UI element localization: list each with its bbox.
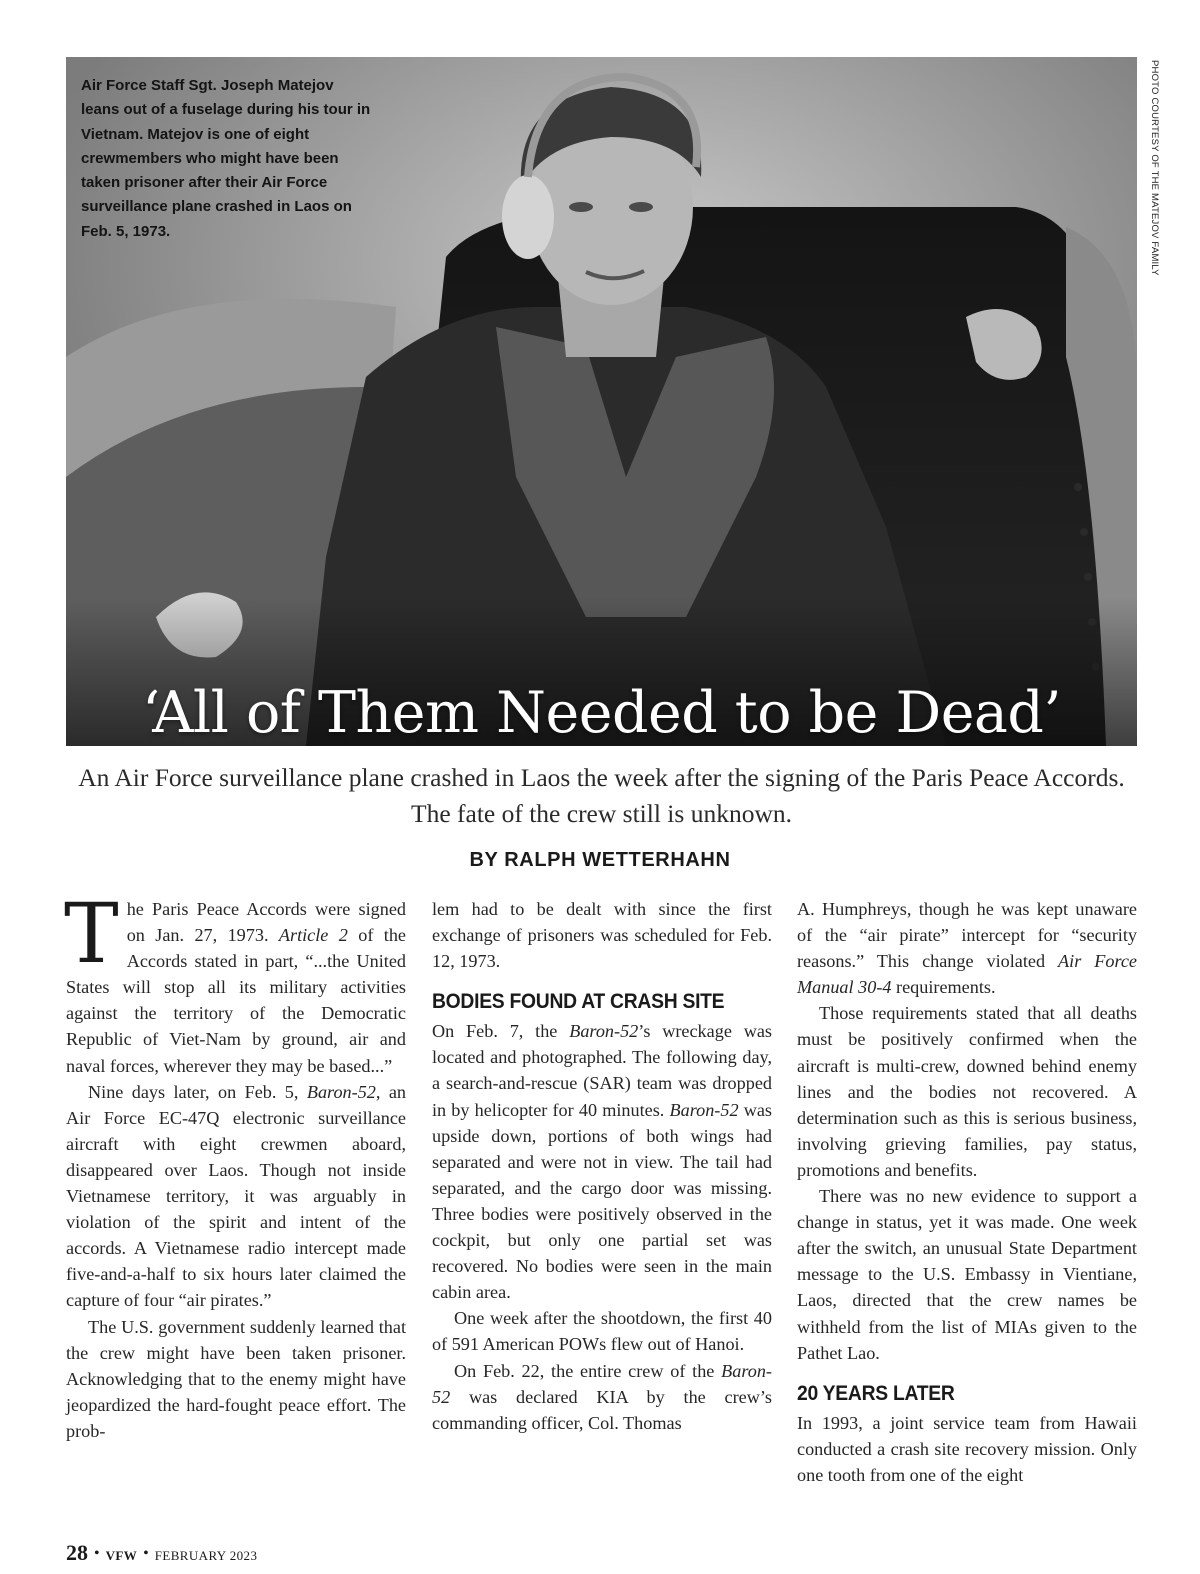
paragraph: The U.S. government suddenly learned that the crew might have been taken prisoner. Acknowledging that to the enemy might have jeopardized the hard-fought peace effort. The prob- xyxy=(66,1316,406,1441)
italic-text: Baron-52 xyxy=(306,1081,376,1102)
hero-photo xyxy=(66,57,1137,746)
photo-caption: Air Force Staff Sgt. Joseph Matejov leans out of a fuselage during his tour in Vietnam. Matejov is one of eight crewmembers who might have been taken prisoner after their Air Force surveillance plane crashed in Laos on Feb. 5, 1973. xyxy=(81,77,371,240)
italic-text: Baron-52 xyxy=(569,1021,639,1042)
text-run: Nine days later, on Feb. 5, xyxy=(88,1081,307,1102)
paragraph xyxy=(432,1358,772,1436)
bullet-separator: • xyxy=(94,1545,100,1562)
paragraph xyxy=(432,1018,772,1305)
subhead-bodies-found: BODIES FOUND AT CRASH SITE xyxy=(432,990,725,1014)
italic-text: Air Force Manual 30-4 xyxy=(797,951,1137,998)
paragraph: In 1993, a joint service team from Hawaii conducted a crash site recovery mission. Only one tooth from one of the eight xyxy=(797,1412,1137,1485)
text-run: was upside down, portions of both wings had separated and were not in view. The tail had separated, and the cargo door was missing. Three bodies were positively observed in the cockpit, but only one partial set was recovered. No bodies were seen in the main cabin area. xyxy=(432,1099,772,1303)
text-run: On Feb. 7, the xyxy=(432,1021,570,1042)
paragraph xyxy=(64,887,406,1079)
paragraph xyxy=(66,1079,406,1314)
text-run: ’s wreckage was located and photographed. The following day, a search-and-rescue (SAR) team was dropped in by helicopter for 40 minutes. xyxy=(432,1021,772,1120)
column-1 xyxy=(64,887,406,1444)
paragraph: Those requirements stated that all deaths must be positively confirmed when the aircraft is multi-crew, downed behind enemy lines and the bodies not recovered. A determination such as this is serious business, involving grieving families, pay status, promotions and benefits. xyxy=(797,1003,1137,1180)
page-footer xyxy=(66,1540,257,1566)
text-run: was declared KIA by the crew’s commanding officer, Col. Thomas xyxy=(432,1386,772,1433)
paragraph xyxy=(797,896,1137,1000)
photo-credit: PHOTO COURTESY OF THE MATEJOV FAMILY xyxy=(1149,60,1160,276)
column-2 xyxy=(432,896,772,1436)
page-number: 28 xyxy=(66,1540,88,1565)
paragraph: lem had to be dealt with since the first exchange of prisoners was scheduled for Feb. 12, 1973. xyxy=(432,899,772,972)
issue-date: FEBRUARY 2023 xyxy=(154,1548,258,1563)
paragraph: One week after the shootdown, the first 40 of 591 American POWs flew out of Hanoi. xyxy=(432,1308,772,1355)
text-run: requirements. xyxy=(891,977,996,998)
text-run: A. Humphreys, though he was kept unaware of the “air pirate” intercept for “security reasons.” This change violated xyxy=(797,899,1137,972)
magazine-name: VFW xyxy=(105,1548,138,1563)
text-run: , an Air Force EC-47Q electronic surveillance aircraft with eight crewmen aboard, disappeared over Laos. Though not inside Vietnamese territory, it was arguably in violation of the spirit and intent of the accords. A Vietnamese radio intercept made five-and-a-half to six hours later claimed the capture of four “air pirates.” xyxy=(66,1081,406,1311)
italic-text: Article 2 xyxy=(278,925,348,946)
text-run: he Paris Peace Accords were signed on Jan. 27, 1973. xyxy=(126,899,406,946)
subhead-20-years-later: 20 YEARS LATER xyxy=(797,1381,955,1405)
drop-cap: T xyxy=(64,887,119,982)
paragraph: There was no new evidence to support a change in status, yet it was made. One week after the switch, an unusual State Department message to the U.S. Embassy in Vientiane, Laos, directed that the crew names be withheld from the list of MIAs given to the Pathet Lao. xyxy=(797,1186,1137,1363)
italic-text: Baron-52 xyxy=(432,1360,772,1407)
byline: BY RALPH WETTERHAHN xyxy=(469,849,731,871)
text-run: On Feb. 22, the entire crew of the xyxy=(454,1360,722,1381)
article-deck: An Air Force surveillance plane crashed in Laos the week after the signing of the Paris Peace Accords. The fate of the crew still is unknown. xyxy=(78,763,1125,828)
text-run: of the Accords stated in part, “...the United States will stop all its military activities against the territory of the Democratic Republic of Viet-Nam by ground, air and naval forces, wherever they may be based...” xyxy=(66,925,406,1076)
article-headline: ‘All of Them Needed to be Dead’ xyxy=(141,680,1062,746)
italic-text: Baron-52 xyxy=(669,1099,739,1120)
bullet-separator: • xyxy=(143,1545,149,1562)
column-3 xyxy=(797,896,1137,1488)
